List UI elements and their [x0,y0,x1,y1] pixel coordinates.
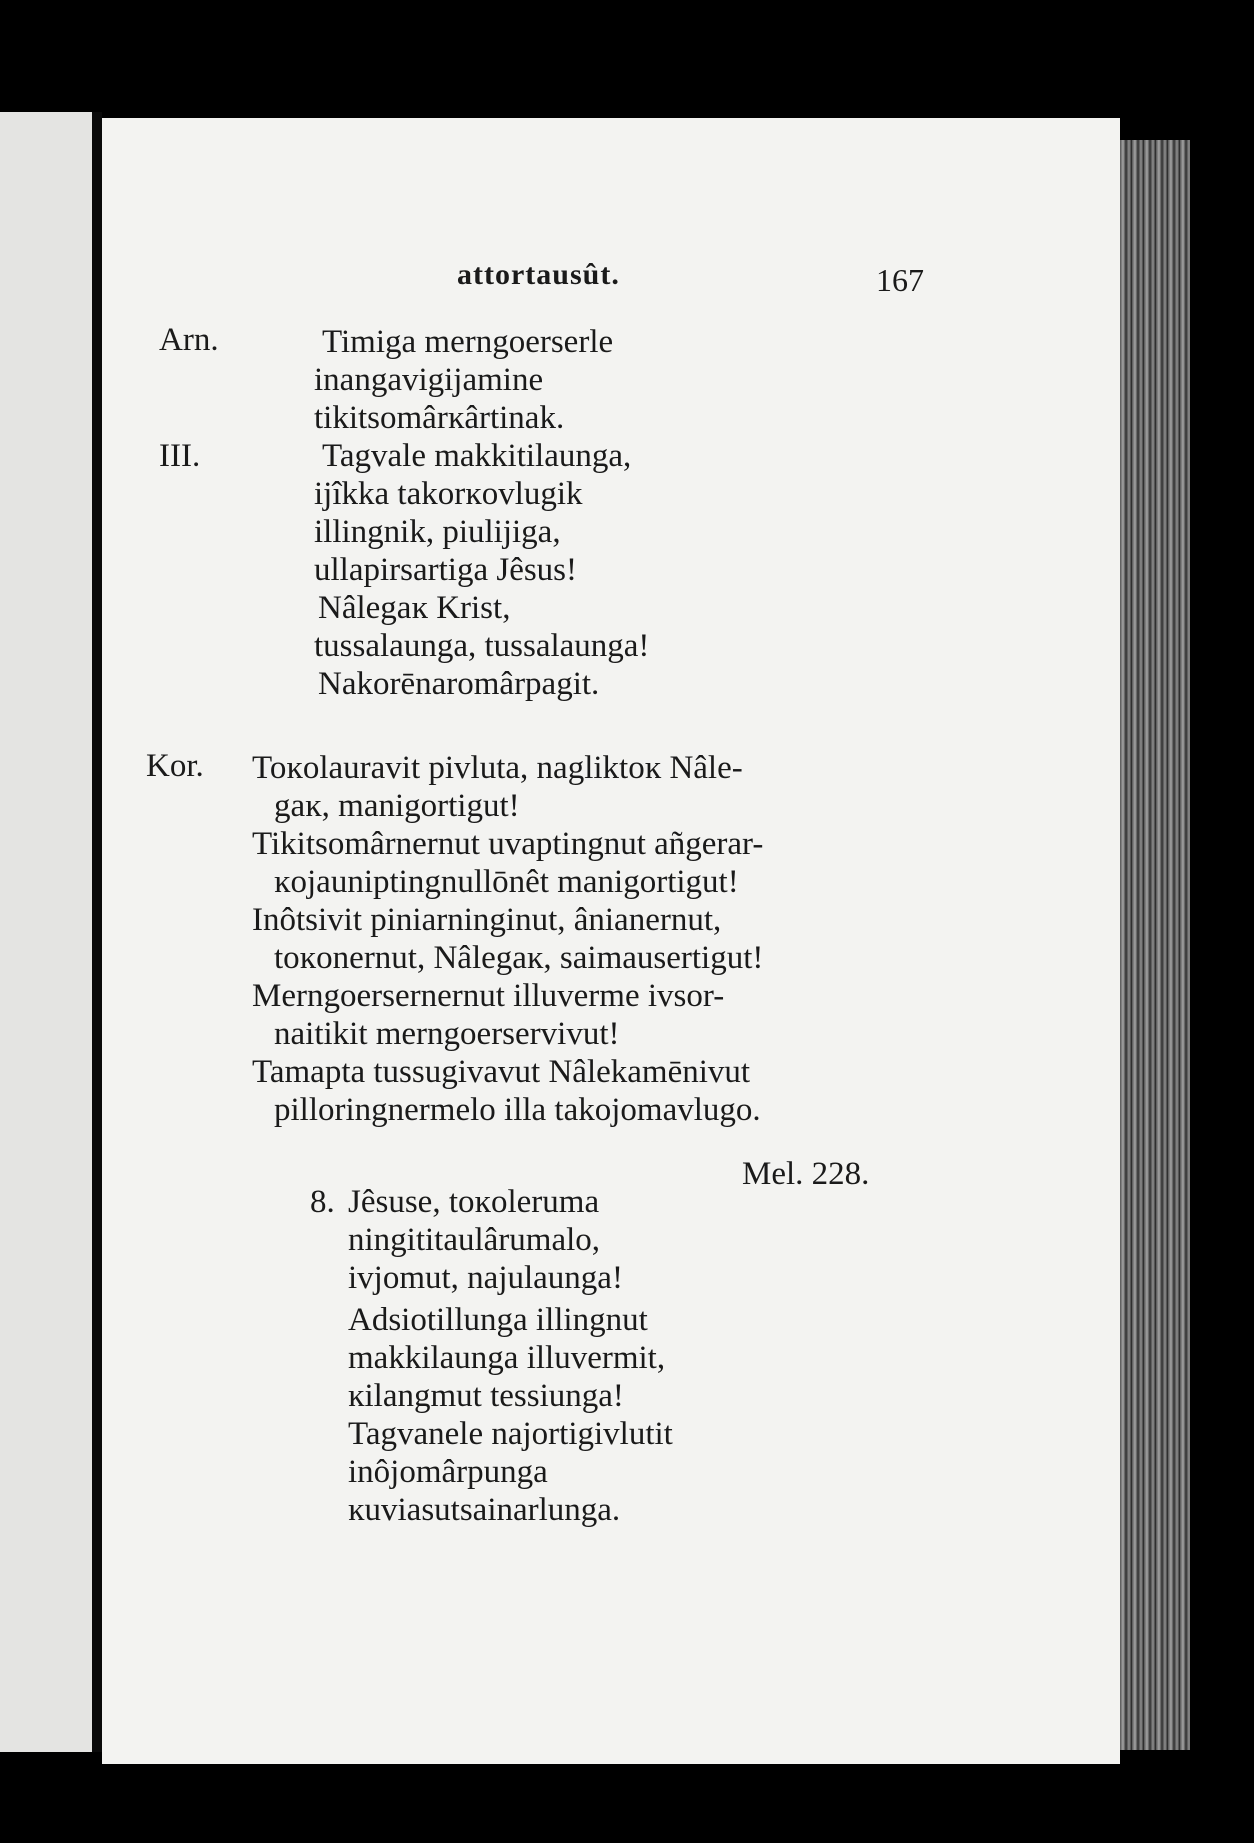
label-kor: Kor. [146,748,204,784]
hymn-line: makkilaunga illuvermit, [348,1340,666,1376]
hymn-line: inôjomârpunga [348,1454,548,1490]
chorus-line: Toĸolauravit pivluta, nagliktoĸ Nâle- [252,750,743,786]
left-page-edge [0,112,92,1752]
page-edge-shadow [1120,140,1190,1750]
hymn-line: ĸuviasutsainarlunga. [348,1492,621,1528]
chorus-line: Tikitsomârnernut uvaptingnut añgerar- [252,826,764,862]
chorus-line: gaĸ, manigortigut! [274,788,520,824]
verse-iii-line: Tagvale makkitilaunga, [322,438,632,474]
hymn-line: ĸilangmut tessiunga! [348,1378,624,1414]
verse-iii-line: Nakorēnaromârpagit. [318,666,600,702]
hymn-line: ivjomut, najulaunga! [348,1260,623,1296]
verse-iii-line: ijîkka takorĸovlugik [314,476,583,512]
label-iii: III. [159,438,201,474]
verse-iii-line: illingnik, piulijiga, [314,514,561,550]
chorus-line: pilloringnermelo illa takojomavlugo. [274,1092,761,1128]
melody-reference: Mel. 228. [742,1156,870,1192]
book-page [102,118,1120,1764]
verse-iii-line: tussalaunga, tussalaunga! [314,628,650,664]
chorus-line: Tamapta tussugivavut Nâlekamēnivut [252,1054,751,1090]
chorus-line: Merngoersernernut illuverme ivsor- [252,978,725,1014]
chorus-line: ĸojauniptingnullōnêt manigortigut! [274,864,739,900]
page-number: 167 [876,262,924,298]
chorus-line: Inôtsivit piniarninginut, ânianernut, [252,902,722,938]
chorus-line: toĸonernut, Nâlegaĸ, saimausertigut! [274,940,764,976]
hymn-line: ningititaulârumalo, [348,1222,601,1258]
verse-arn-line: Timiga merngoerserle [322,324,614,360]
verse-iii-line: ullapirsartiga Jêsus! [314,552,578,588]
book-gutter [92,112,102,1752]
verse-arn-line: tikitsomârĸârtinak. [314,400,565,436]
hymn-line: Tagvanele najortigivlutit [348,1416,673,1452]
label-arn: Arn. [159,322,219,358]
chorus-line: naitikit merngoerservivut! [274,1016,620,1052]
verse-arn-line: inangavigijamine [314,362,544,398]
hymn-number: 8. [310,1184,335,1220]
hymn-line: Adsiotillunga illingnut [348,1302,648,1338]
verse-iii-line: Nâlegaĸ Krist, [318,590,511,626]
running-head: attortausût. [457,258,620,291]
hymn-line: Jêsuse, toĸoleruma [348,1184,600,1220]
